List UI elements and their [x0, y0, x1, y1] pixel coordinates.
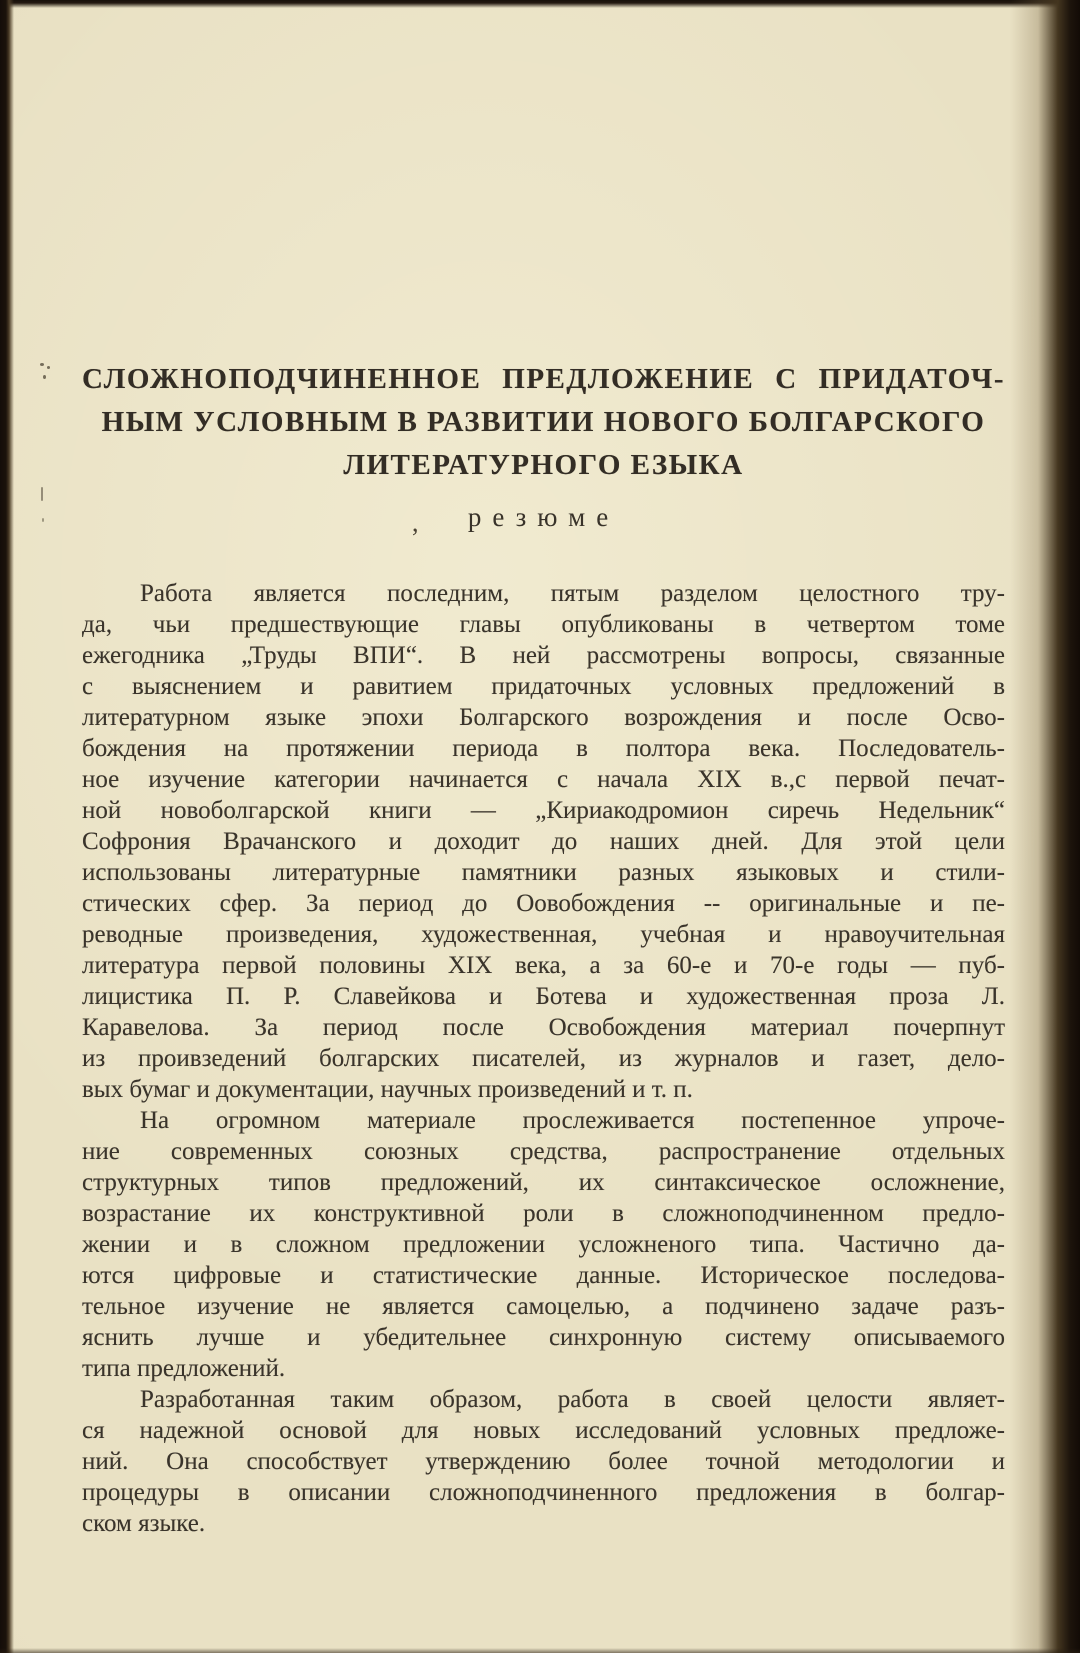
scan-edge-left — [0, 0, 14, 1653]
text-line: ний. Она способствует утверждению более точной методологии и — [82, 1448, 1005, 1475]
subtitle-row — [82, 501, 1005, 537]
title-line: ЛИТЕРАТУРНОГО ЕЗЫКА — [343, 449, 744, 481]
title-line: НЫМ УСЛОВНЫМ В РАЗВИТИИ НОВОГО БОЛГАРСКОГО — [101, 406, 986, 438]
text-line: вых бумаг и документации, научных произведений и т. п. — [82, 1076, 693, 1103]
text-line: возрастание их конструктивной роли в сложноподчиненном предло- — [82, 1200, 1005, 1227]
text-line: ной новоболгарской книги — „Кириакодромион сиречь Недельник“ — [82, 797, 1005, 824]
subtitle: резюме — [467, 502, 620, 532]
scan-edge-right — [1010, 0, 1080, 1653]
text-line: лицистика П. Р. Славейкова и Ботева и художественная проза Л. — [82, 983, 1005, 1010]
scan-edge-top — [0, 0, 1080, 8]
text-line: яснить лучше и убедительнее синхронную систему описываемого — [82, 1324, 1005, 1351]
text-line: ся надежной основой для новых исследований условных предложе- — [82, 1417, 1005, 1444]
page-title — [82, 358, 1005, 487]
text-line: ются цифровые и статистические данные. Историческое последова- — [82, 1262, 1005, 1289]
stray-ink-mark: , — [412, 508, 419, 537]
text-line: с выяснением и равитием придаточных условных предложений в — [82, 673, 1005, 700]
title-line: СЛОЖНОПОДЧИНЕННОЕ ПРЕДЛОЖЕНИЕ С ПРИДАТОЧ- — [82, 363, 1005, 395]
text-line: Разработанная таким образом, работа в своей целости являет- — [140, 1386, 1005, 1413]
ink-speck — [41, 487, 43, 501]
text-line: реводные произведения, художественная, учебная и нравоучительная — [82, 921, 1005, 948]
scan-edge-bottom — [0, 1648, 1080, 1653]
text-line: тельное изучение не является самоцелью, а подчинено задаче разъ- — [82, 1293, 1005, 1320]
ink-speck — [40, 363, 44, 366]
ink-speck — [47, 366, 50, 369]
text-line: литература первой половины XIX века, а за 60-е и 70-е годы — пуб- — [82, 952, 1005, 979]
text-line: литературном языке эпохи Болгарского возрождения и после Осво- — [82, 704, 1005, 731]
text-line: из проивзедений болгарских писателей, из журналов и газет, дело- — [82, 1045, 1005, 1072]
ink-speck — [43, 375, 46, 379]
text-line: да, чьи предшествующие главы опубликованы в четвертом томе — [82, 611, 1005, 638]
text-line: ежегодника „Труды ВПИ“. В ней рассмотрены вопросы, связанные — [82, 642, 1005, 669]
text-line: Работа является последним, пятым разделом целостного тру- — [140, 580, 1005, 607]
paragraph — [82, 1384, 1005, 1539]
text-line: ском языке. — [82, 1510, 206, 1537]
text-line: типа предложений. — [82, 1355, 286, 1382]
text-line: использованы литературные памятники разных языковых и стили- — [82, 859, 1005, 886]
text-line: ное изучение категории начинается с начала XIX в.,с первой печат- — [82, 766, 1005, 793]
text-line: Софрония Врачанского и доходит до наших дней. Для этой цели — [82, 828, 1005, 855]
page-content — [82, 358, 1005, 1539]
ink-speck — [42, 518, 44, 522]
text-line: бождения на протяжении периода в полтора века. Последователь- — [82, 735, 1005, 762]
text-line: структурных типов предложений, их синтаксическое осложнение, — [82, 1169, 1005, 1196]
text-line: На огромном материале прослеживается постепенное упроче- — [140, 1107, 1005, 1134]
paragraph — [82, 578, 1005, 1105]
paragraph — [82, 1105, 1005, 1384]
text-line: стических сфер. За период до Оовобождения -- оригинальные и пе- — [82, 890, 1005, 917]
text-line: процедуры в описании сложноподчиненного предложения в болгар- — [82, 1479, 1005, 1506]
body-paragraphs — [82, 578, 1005, 1539]
text-line: Каравелова. За период после Освобождения материал почерпнут — [82, 1014, 1005, 1041]
text-line: ние современных союзных средства, распространение отдельных — [82, 1138, 1005, 1165]
text-line: жении и в сложном предложении усложненого типа. Частично да- — [82, 1231, 1005, 1258]
